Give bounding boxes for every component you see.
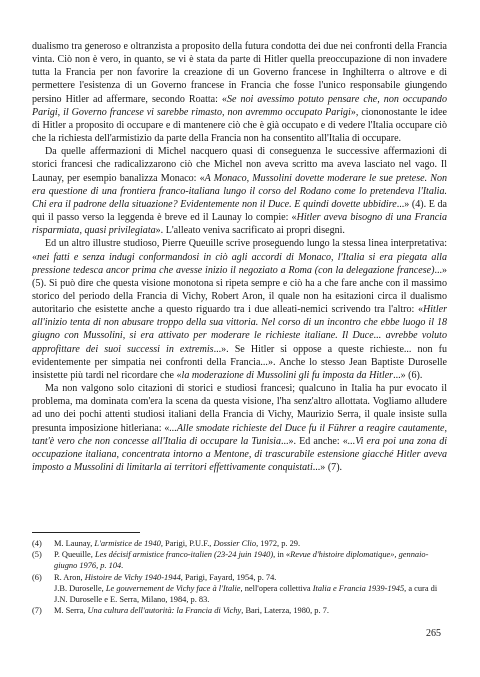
paragraph: Da quelle affermazioni di Michel nacquero quasi di conseguenza le successive affermazioni di storici francesi che radicalizzarono ciò che Michel non aveva scritto ma aveva lasciato nel vago. Il Launay, per esempio banalizza Monaco: «A Monaco, Mussolini dovette moderare le sue pretese. Non era questione di una frontiera franco-italiana lungo il corso del Rodano come lo pretendeva l'Italia. Chi era il padrone della situazione? Evidentemente non il Duce. E quindi dovette ubbidire...» (4). E da qui il passo verso la leggenda è breve ed il Launay lo compie: «Hitler aveva bisogno di una Francia risparmiata, quasi privilegiata». L'alleato veniva sacrificato ai propri disegni. xyxy=(32,146,447,237)
body-text xyxy=(32,40,447,474)
footnote-divider xyxy=(32,532,140,533)
footnote: (7) M. Serra, Una cultura dell'autorità: la Francia di Vichy, Bari, Laterza, 1980, p. 7. xyxy=(32,606,329,616)
footnote: (4) M. Launay, L'armistice de 1940, Parigi, P.U.F., Dossier Clio, 1972, p. 29. xyxy=(32,539,301,548)
paragraph: dualismo tra generoso e oltranzista a proposito della futura condotta dei due nei confronti della Francia vinta. Ciò non è vero, in quanto, se vi è stata da parte di Hitler quella preoccupazione di non invadere tutta la Francia per non favorire la creazione di un Governo francese in Inghilterra o altrove e di permettere l'esistenza di un Governo francese in Francia che fosse l'unico responsabile giungendo persino Hitler ad affermare, secondo Roatta: «Se noi avessimo potuto pensare che, non occupando Parigi, il Governo francese vi sarebbe rimasto, non avremmo occupato Parigi», ciononostante le idee di Hitler a proposito di occupare e di mantenere ciò che è già occupato e di vedere l'Italia occupare ciò che la richiesta dell'armistizio da parte della Francia non ha consentito all'Italia di occupare. xyxy=(32,41,447,145)
page-number: 265 xyxy=(426,628,441,639)
footnote: (5) P. Queuille, Les décisif armistice franco-italien (23-24 juin 1940), in «Revue d'histoire diplomatique», gennaio-giugno 1976, p. 104. xyxy=(32,550,429,571)
paragraph: Ed un altro illustre studioso, Pierre Queuille scrive proseguendo lungo la stessa linea interpretativa: «nei fatti e senza indugi conformandosi in ciò agli accordi di Monaco, l'Italia si era piegata alla pressione tedesca ancor prima che avesse inizio il negoziato a Roma (con la delegazione francese)...» (5). Si può dire che questa visione monotona si ripeta sempre e ciò ha a che fare anche con il massimo storico del periodo della Francia di Vichy, Robert Aron, il quale non ha esitazioni circa il dualismo autoritario che esistette anche a questo riguardo tra i due alleati-nemici scrivendo tra l'altro: «Hitler all'inizio tenta di non abusare troppo della sua vittoria. Nel corso di un incontro che ebbe luogo il 18 giugno con Mussolini, si era attivato per moderare le richieste italiane. Il Duce... avrebbe voluto approfittare dei suoi successi in extremis...». Se Hitler si oppose a queste richieste... non fu evidentemente per simpatia nei confronti della Francia...». Anche lo stesso Jean Baptiste Duroselle insistette più tardi nel ricordare che «la moderazione di Mussolini gli fu imposta da Hitler...» (6). xyxy=(32,238,448,381)
footnotes xyxy=(32,538,447,616)
footnote: (6) R. Aron, Histoire de Vichy 1940-1944, Parigi, Fayard, 1954, p. 74. J.B. Duroselle, Le gouvernement de Vichy face à l'Italie, nell'opera collettiva Italia e Francia 1939-1945, a cura di J.N. Duroselle e E. Serra, Milano, 1984, p. 83. xyxy=(32,572,438,605)
paragraph: Ma non valgono solo citazioni di storici e studiosi francesi; qualcuno in Italia ha pur evocato il problema, ma dominata com'era la scena da questa visione, l'ha senz'altro allottata. Vogliamo alludere ad uno dei pochi attenti studiosi italiani della Francia di Vichy, Maurizio Serra, il quale insiste sulla presunta imposizione hitleriana: «...Alle smodate richieste del Duce fu il Führer a reagire cautamente, tant'è vero che non concesse all'Italia di occupare la Tunisia...». Ed anche: «...Vi era poi una zona di occupazione italiana, concentrata intorno a Mentone, di trascurabile estensione giacché Hitler aveva imposto a Mussolini di limitarla ai territori effettivamente conquistati...» (7). xyxy=(32,383,448,473)
